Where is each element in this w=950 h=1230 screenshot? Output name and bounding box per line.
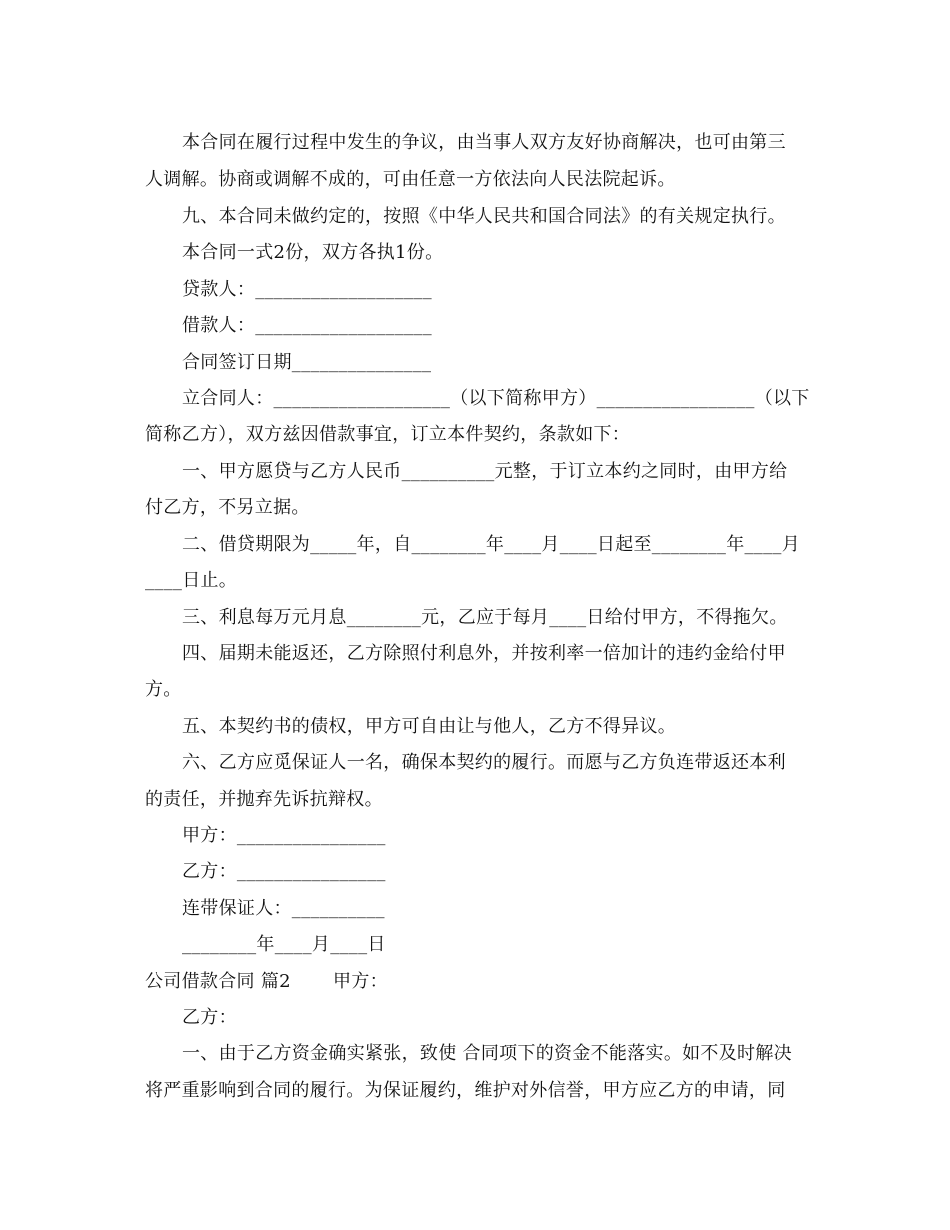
text-line: 乙方： — [182, 1007, 237, 1028]
text-line: ____日止。 — [145, 570, 238, 591]
text-line: 连带保证人：__________ — [182, 898, 385, 919]
text-line: 的责任，并抛弃先诉抗辩权。 — [145, 789, 383, 810]
text-line: 人调解。协商或调解不成的，可由任意一方依法向人民法院起诉。 — [145, 169, 676, 190]
text-line: 三、利息每万元月息________元，乙应于每月____日给付甲方，不得拖欠。 — [182, 607, 788, 628]
text-line: 甲方：________________ — [182, 825, 386, 846]
text-line: 六、乙方应觅保证人一名，确保本契约的履行。而愿与乙方负连带返还本利 — [182, 752, 786, 773]
text-line: 贷款人：___________________ — [182, 279, 432, 300]
text-line: 一、由于乙方资金确实紧张，致使 合同项下的资金不能落实。如不及时解决 — [182, 1043, 792, 1064]
text-line: ________年____月____日 — [182, 934, 386, 955]
text-line: 将严重影响到合同的履行。为保证履约，维护对外信誉，甲方应乙方的申请，同 — [145, 1080, 786, 1101]
text-line: 九、本合同未做约定的，按照《中华人民共和国合同法》的有关规定执行。 — [182, 206, 786, 227]
text-line: 本合同一式2份，双方各执1份。 — [182, 242, 444, 263]
text-line: 借款人：___________________ — [182, 315, 432, 336]
text-line: 一、甲方愿贷与乙方人民币__________元整，于订立本约之同时，由甲方给 — [182, 461, 788, 482]
text-line: 简称乙方），双方兹因借款事宜，订立本件契约，条款如下： — [145, 424, 631, 445]
text-line: 立合同人：___________________（以下简称甲方）_________________（以下 — [182, 388, 810, 409]
text-line: 方。 — [145, 679, 182, 700]
text-line: 本合同在履行过程中发生的争议，由当事人双方友好协商解决，也可由第三 — [182, 132, 786, 153]
text-line: 二、借贷期限为_____年，自________年____月____日起至________年____月 — [182, 534, 800, 555]
text-line: 五、本契约书的债权，甲方可自由让与他人，乙方不得异议。 — [182, 716, 677, 737]
text-line: 合同签订日期_______________ — [182, 352, 432, 373]
text-line: 公司借款合同 篇2 甲方： — [145, 971, 388, 992]
text-line: 付乙方，不另立据。 — [145, 497, 310, 518]
text-line: 乙方：________________ — [182, 861, 386, 882]
text-line: 四、届期未能返还，乙方除照付利息外，并按利率一倍加计的违约金给付甲 — [182, 643, 786, 664]
